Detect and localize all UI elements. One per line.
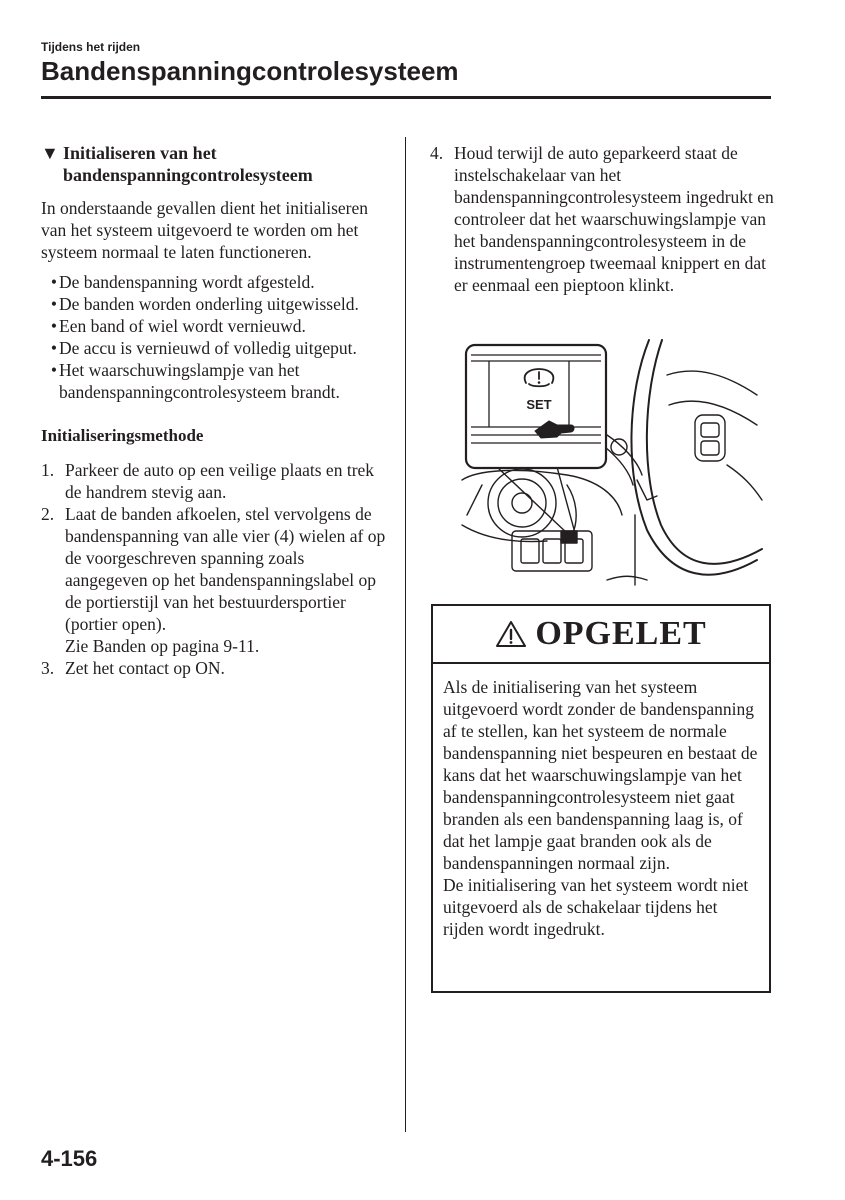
step-item: [41, 657, 386, 679]
list-item-text: De accu is vernieuwd of volledig uitgeput.: [59, 338, 357, 358]
subsection-heading: [41, 142, 386, 186]
step-item: [430, 142, 775, 296]
tpms-set-switch-illustration: [457, 335, 772, 590]
step-text: Parkeer de auto op een veilige plaats en trek de handrem stevig aan.: [65, 460, 375, 502]
step-item: [41, 459, 386, 503]
page-number: 4-156: [41, 1146, 98, 1171]
section-label: Tijdens het rijden: [41, 40, 141, 54]
list-item: [41, 337, 386, 359]
list-item: [41, 293, 386, 315]
step-text: Zet het contact op ON.: [65, 658, 225, 678]
caution-paragraph: Als de initialisering van het systeem uitgevoerd wordt zonder de bandenspanning af te stellen, kan het systeem de normale bandenspanning niet bespeuren en bestaat de kans dat het waarschuwingslampje van het bandenspanningcontrolesysteem niet gaat branden als een bandenspanning laag is, of dat het lampje gaat branden ook als de bandenspanningen normaal zijn.: [443, 677, 758, 873]
list-item-text: Het waarschuwingslampje van het bandenspanningcontrolesysteem brandt.: [59, 360, 340, 402]
bullet-list: [41, 271, 386, 403]
method-heading: Initialiseringsmethode: [41, 426, 204, 445]
step-list: [41, 459, 386, 679]
caution-paragraph: De initialisering van het systeem wordt niet uitgevoerd als de schakelaar tijdens het rijden wordt ingedrukt.: [443, 875, 749, 939]
list-item: [41, 271, 386, 293]
intro-paragraph: In onderstaande gevallen dient het initialiseren van het systeem uitgevoerd te worden om het systeem normaal te laten functioneren.: [41, 198, 369, 262]
step-number: 1.: [41, 460, 55, 480]
column-divider: [405, 137, 406, 1132]
list-item: [41, 359, 386, 403]
set-button-label: SET: [526, 397, 552, 412]
list-item-text: De banden worden onderling uitgewisseld.: [59, 294, 359, 314]
step-list-continued: [430, 142, 775, 296]
bullet-icon: •: [50, 338, 57, 358]
left-column: [41, 142, 386, 679]
down-triangle-icon: ▼: [41, 143, 59, 163]
caution-body: [433, 664, 769, 940]
caution-header: [433, 606, 769, 664]
right-column: [430, 142, 775, 296]
step-text: Houd terwijl de auto geparkeerd staat de instelschakelaar van het bandenspanningcontrolesysteem ingedrukt en controleer dat het waarschuwingslampje van het bandenspanningcontrolesysteem in de instrumentengroep tweemaal knippert en dat er eenmaal een pieptoon klinkt.: [454, 143, 774, 295]
list-item: [41, 315, 386, 337]
bullet-icon: •: [50, 272, 57, 292]
subsection-heading-line-1: Initialiseren van het: [63, 143, 217, 163]
bullet-icon: •: [50, 294, 57, 314]
caution-box: [431, 604, 771, 993]
list-item-text: De bandenspanning wordt afgesteld.: [59, 272, 315, 292]
step-text: Laat de banden afkoelen, stel vervolgens de bandenspanning van alle vier (4) wielen af op de voorgeschreven spanning zoals aangegeven op het bandenspanningslabel op de portierstijl van het bestuurdersportier (portier open).: [65, 504, 386, 634]
step-number: 3.: [41, 658, 55, 678]
list-item-text: Een band of wiel wordt vernieuwd.: [59, 316, 306, 336]
step-number: 2.: [41, 504, 55, 524]
subsection-heading-line-2: bandenspanningcontrolesysteem: [63, 165, 313, 185]
step-number: 4.: [430, 143, 444, 163]
title-rule: [41, 96, 771, 99]
warning-triangle-icon: [495, 620, 527, 648]
step-item: [41, 503, 386, 657]
bullet-icon: •: [50, 360, 57, 380]
step-reference: Zie Banden op pagina 9-11.: [65, 636, 260, 656]
caution-title: OPGELET: [535, 615, 707, 652]
bullet-icon: •: [50, 316, 57, 336]
page-title: Bandenspanningcontrolesysteem: [41, 56, 459, 86]
